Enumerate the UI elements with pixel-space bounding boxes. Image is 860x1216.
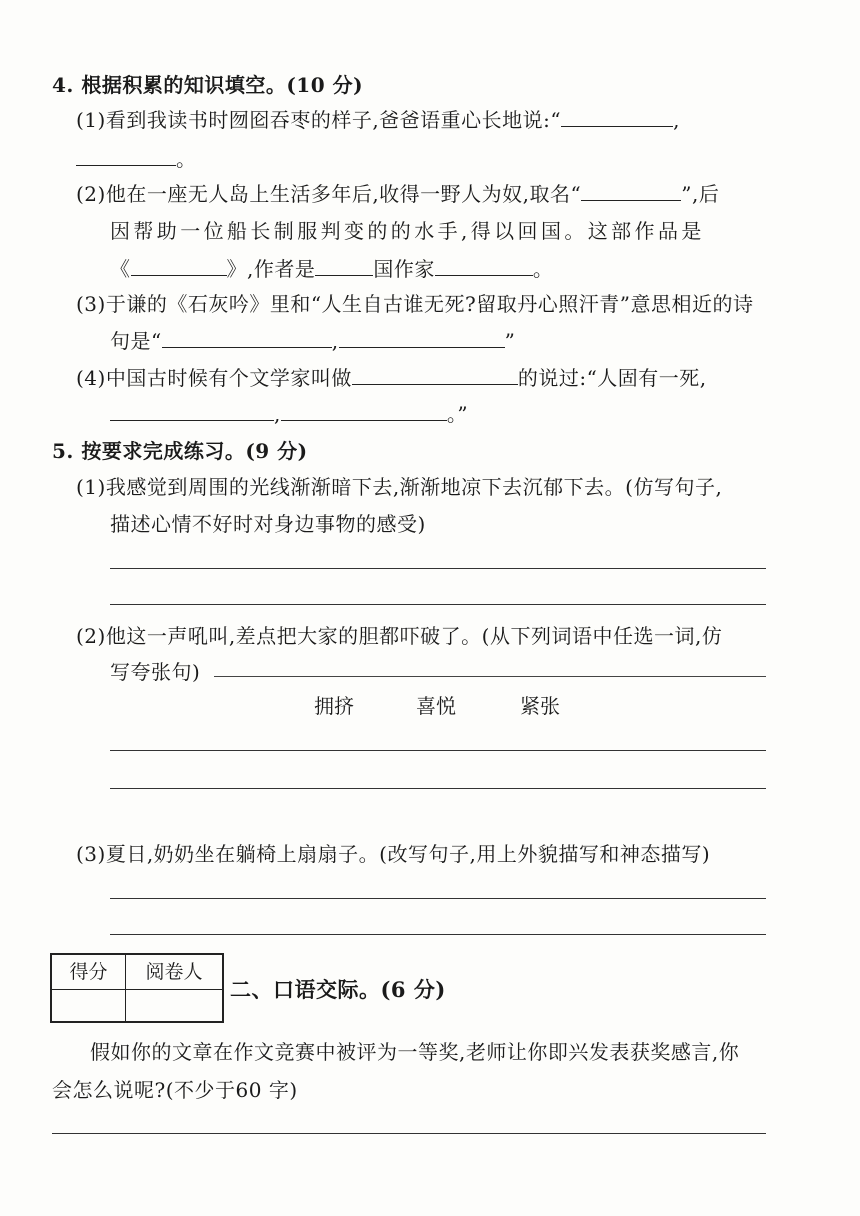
score-table: [50, 953, 224, 1023]
q4-2-blank-writer[interactable]: [435, 255, 533, 276]
q4-4-line2: [110, 400, 468, 428]
q4-4-text-b: 的说过:“人固有一死,: [517, 366, 707, 390]
q4-2-blank-book[interactable]: [131, 255, 227, 276]
q4-3-text: 句是“: [110, 329, 162, 353]
q5-2-answer-inline-line[interactable]: [214, 676, 766, 677]
q4-4-end: 。”: [446, 402, 469, 426]
reviewer-header: 阅卷人: [145, 961, 203, 983]
q5-1-answer-line-1[interactable]: [110, 568, 766, 569]
q4-1-line: [76, 106, 680, 134]
q4-4-blank-b[interactable]: [281, 400, 447, 421]
q5-2-answer-line-1[interactable]: [110, 750, 766, 751]
q5-2-answer-line-2[interactable]: [110, 788, 766, 789]
q4-3-line2: [110, 327, 515, 355]
q4-4-text-a: (4)中国古时候有个文学家叫做: [76, 366, 352, 390]
q4-1-blank-a[interactable]: [561, 106, 673, 127]
q4-2-blank-name[interactable]: [581, 180, 681, 201]
question-4-title: 4. 根据积累的知识填空。(10 分): [52, 73, 364, 97]
q4-2-line1: [76, 180, 719, 208]
q4-2-end: 。: [532, 257, 554, 281]
q4-4-blank-a[interactable]: [110, 400, 274, 421]
q4-4-line1: [76, 364, 707, 392]
section-2-prompt-line2: 会怎么说呢?(不少于60 字): [52, 1078, 298, 1102]
word-choice: 喜悦: [416, 694, 456, 718]
q5-1-line2: 描述心情不好时对身边事物的感受): [110, 512, 426, 536]
word-choices: [0, 692, 860, 720]
score-table-divider: [52, 989, 222, 990]
q4-4-comma: ,: [274, 402, 281, 426]
q5-2-line1: (2)他这一声吼叫,差点把大家的胆都吓破了。(从下列词语中任选一词,仿: [76, 624, 723, 648]
q4-3-end: ”: [504, 329, 516, 353]
q4-3-line1: (3)于谦的《石灰吟》里和“人生自古谁无死?留取丹心照汗青”意思相近的诗: [76, 292, 754, 316]
section-2-title: 二、口语交际。(6 分): [230, 977, 446, 1002]
q4-3-blank-a[interactable]: [162, 327, 332, 348]
section-2-answer-line[interactable]: [52, 1133, 766, 1134]
q5-1-line1: (1)我感觉到周围的光线渐渐暗下去,渐渐地凉下去沉郁下去。(仿写句子,: [76, 475, 723, 499]
q4-1-comma: ,: [673, 108, 681, 132]
word-choice: 紧张: [520, 694, 560, 718]
q4-1-line2: [76, 145, 197, 173]
q4-2-text-b: ”,后: [681, 182, 720, 206]
q5-1-answer-line-2[interactable]: [110, 604, 766, 605]
reviewer-cell[interactable]: [126, 991, 222, 1021]
q5-3-answer-line-1[interactable]: [110, 898, 766, 899]
q4-1-text: (1)看到我读书时囫囵吞枣的样子,爸爸语重心长地说:“: [76, 108, 562, 132]
q4-1-blank-b[interactable]: [76, 145, 176, 166]
q4-2-line2: 因帮助一位船长制服判变的的水手,得以回国。这部作品是: [110, 219, 705, 243]
question-5-title: 5. 按要求完成练习。(9 分): [52, 439, 308, 463]
q5-3-line1: (3)夏日,奶奶坐在躺椅上扇扇子。(改写句子,用上外貌描写和神态描写): [76, 842, 711, 866]
q4-2-text-author: 》,作者是: [226, 257, 316, 281]
q4-3-comma: ,: [331, 329, 339, 353]
score-header: 得分: [69, 961, 108, 983]
section-2-prompt-line1: 假如你的文章在作文竞赛中被评为一等奖,老师让你即兴发表获奖感言,你: [90, 1040, 740, 1064]
q4-4-blank-writer[interactable]: [352, 364, 518, 385]
word-choice: 拥挤: [314, 694, 354, 718]
q4-3-blank-b[interactable]: [339, 327, 505, 348]
score-cell[interactable]: [52, 991, 125, 1021]
q4-2-text-a: (2)他在一座无人岛上生活多年后,收得一野人为奴,取名“: [76, 182, 582, 206]
q5-3-answer-line-2[interactable]: [110, 934, 766, 935]
q4-2-line3: [110, 255, 553, 283]
q4-2-text-country: 国作家: [373, 257, 435, 281]
q4-1-end: 。: [176, 147, 197, 171]
q4-2-blank-country[interactable]: [315, 255, 373, 276]
q5-2-line2: 写夸张句): [110, 660, 201, 684]
q4-2-book-open: 《: [110, 257, 131, 281]
